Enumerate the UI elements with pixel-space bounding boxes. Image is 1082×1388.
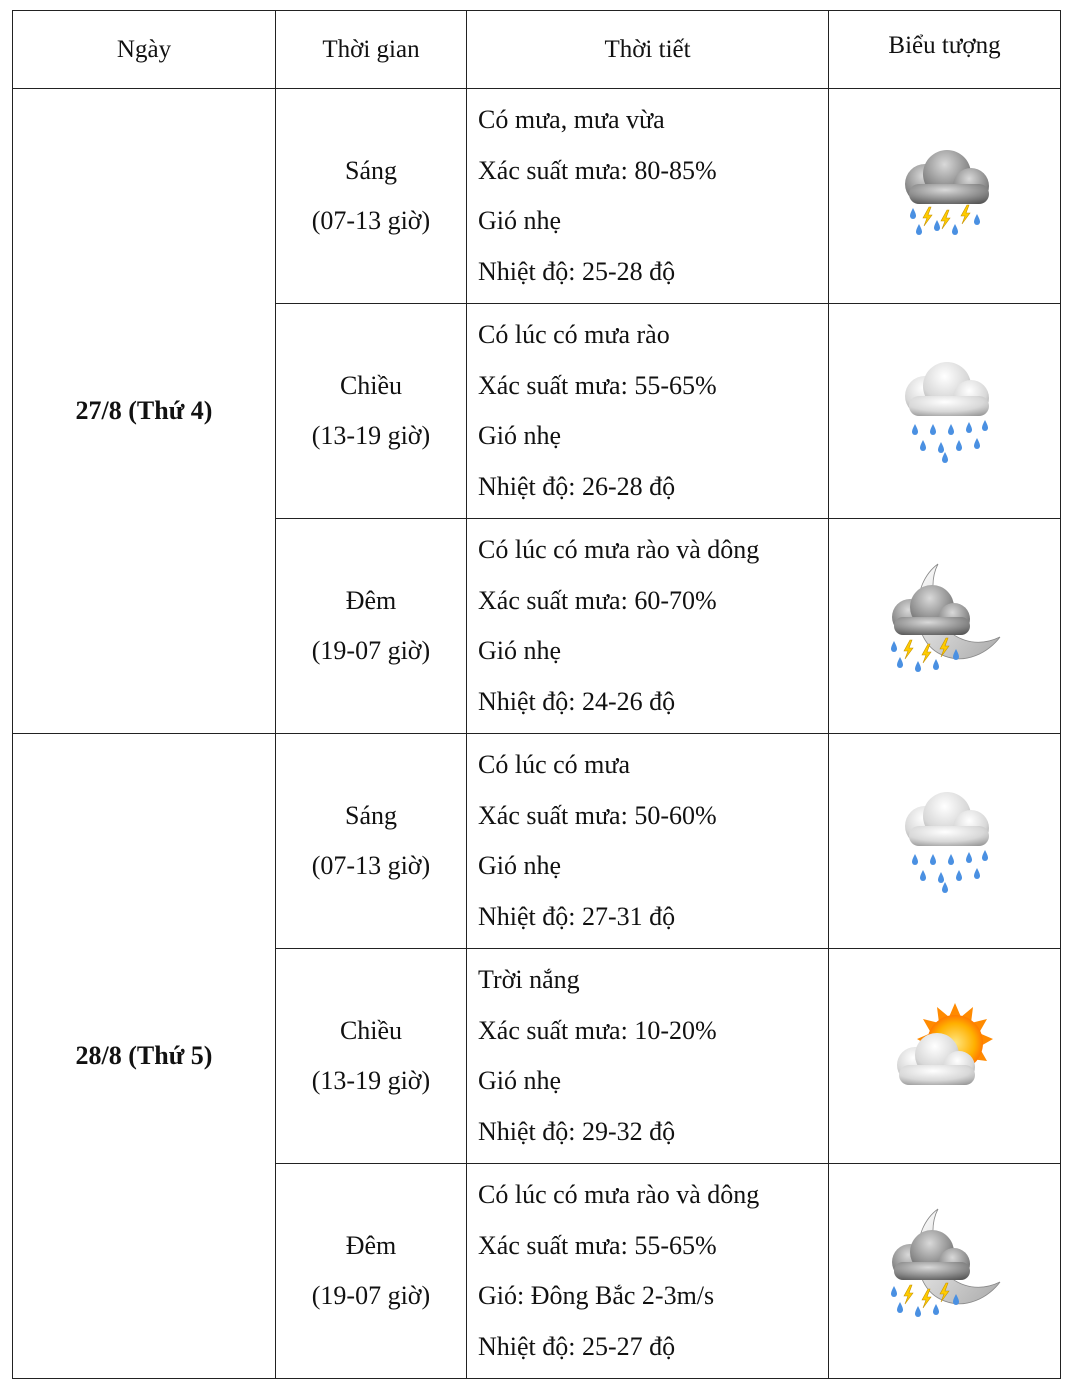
- icon-cell: [829, 519, 1061, 734]
- rain-chance: Xác suất mưa: 80-85%: [478, 155, 717, 185]
- forecast-table-wrapper: [12, 10, 1061, 1379]
- period-hours: (19-07 giờ): [311, 1281, 431, 1310]
- period-cell: [276, 949, 467, 1164]
- header-day: Ngày: [13, 11, 276, 89]
- thunderstorm-rain-icon: [885, 144, 1005, 244]
- period-cell: [276, 89, 467, 304]
- weather-condition: Có lúc có mưa rào và dông: [478, 1180, 760, 1209]
- weather-cell: [467, 519, 829, 734]
- wind: Gió nhẹ: [478, 851, 562, 880]
- weather-cell: [467, 734, 829, 949]
- weather-cell: [467, 1164, 829, 1379]
- period-name: Sáng: [345, 801, 397, 830]
- rain-chance: Xác suất mưa: 55-65%: [478, 1230, 717, 1260]
- wind: Gió nhẹ: [478, 636, 562, 665]
- header-icon: Biểu tượng: [829, 11, 1061, 89]
- period-hours: (07-13 giờ): [311, 206, 431, 235]
- weather-cell: [467, 89, 829, 304]
- period-name: Chiều: [339, 1016, 403, 1045]
- period-hours: (13-19 giờ): [311, 1066, 431, 1095]
- weather-condition: Có lúc có mưa: [478, 750, 631, 779]
- period-cell: [276, 734, 467, 949]
- wind: Gió nhẹ: [478, 421, 562, 450]
- period-name: Sáng: [345, 156, 397, 185]
- day-label: 28/8 (Thứ 5): [13, 734, 276, 1379]
- period-name: Đêm: [345, 1231, 397, 1260]
- table-row: [13, 734, 1061, 949]
- period-name: Chiều: [339, 371, 403, 400]
- icon-cell: [829, 304, 1061, 519]
- period-cell: [276, 519, 467, 734]
- period-cell: [276, 304, 467, 519]
- sun-cloud-icon: [885, 999, 1005, 1109]
- icon-cell: [829, 1164, 1061, 1379]
- icon-cell: [829, 734, 1061, 949]
- forecast-table: [12, 10, 1061, 1379]
- rain-cloud-icon: [885, 784, 1005, 894]
- weather-condition: Có mưa, mưa vừa: [478, 105, 665, 134]
- wind: Gió: Đông Bắc 2-3m/s: [478, 1281, 715, 1310]
- wind: Gió nhẹ: [478, 1066, 562, 1095]
- temperature: Nhiệt độ: 24-26 độ: [478, 686, 676, 716]
- table-row: [13, 89, 1061, 304]
- header-time: Thời gian: [276, 11, 467, 89]
- weather-cell: [467, 949, 829, 1164]
- period-cell: [276, 1164, 467, 1379]
- period-hours: (19-07 giờ): [311, 636, 431, 665]
- night-thunderstorm-icon: [880, 1204, 1010, 1334]
- temperature: Nhiệt độ: 27-31 độ: [478, 901, 676, 931]
- rain-cloud-icon: [885, 354, 1005, 464]
- temperature: Nhiệt độ: 25-27 độ: [478, 1331, 676, 1361]
- day-label: 27/8 (Thứ 4): [13, 89, 276, 734]
- rain-chance: Xác suất mưa: 55-65%: [478, 370, 717, 400]
- period-hours: (07-13 giờ): [311, 851, 431, 880]
- header-weather: Thời tiết: [467, 11, 829, 89]
- period-name: Đêm: [345, 586, 397, 615]
- temperature: Nhiệt độ: 29-32 độ: [478, 1116, 676, 1146]
- icon-cell: [829, 949, 1061, 1164]
- temperature: Nhiệt độ: 26-28 độ: [478, 471, 676, 501]
- weather-condition: Trời nắng: [478, 965, 580, 994]
- night-thunderstorm-icon: [880, 559, 1010, 689]
- icon-cell: [829, 89, 1061, 304]
- weather-condition: Có lúc có mưa rào: [478, 320, 670, 349]
- header-row: [13, 11, 1061, 89]
- wind: Gió nhẹ: [478, 206, 562, 235]
- weather-cell: [467, 304, 829, 519]
- weather-condition: Có lúc có mưa rào và dông: [478, 535, 760, 564]
- rain-chance: Xác suất mưa: 10-20%: [478, 1015, 717, 1045]
- period-hours: (13-19 giờ): [311, 421, 431, 450]
- rain-chance: Xác suất mưa: 60-70%: [478, 585, 717, 615]
- rain-chance: Xác suất mưa: 50-60%: [478, 800, 717, 830]
- temperature: Nhiệt độ: 25-28 độ: [478, 256, 676, 286]
